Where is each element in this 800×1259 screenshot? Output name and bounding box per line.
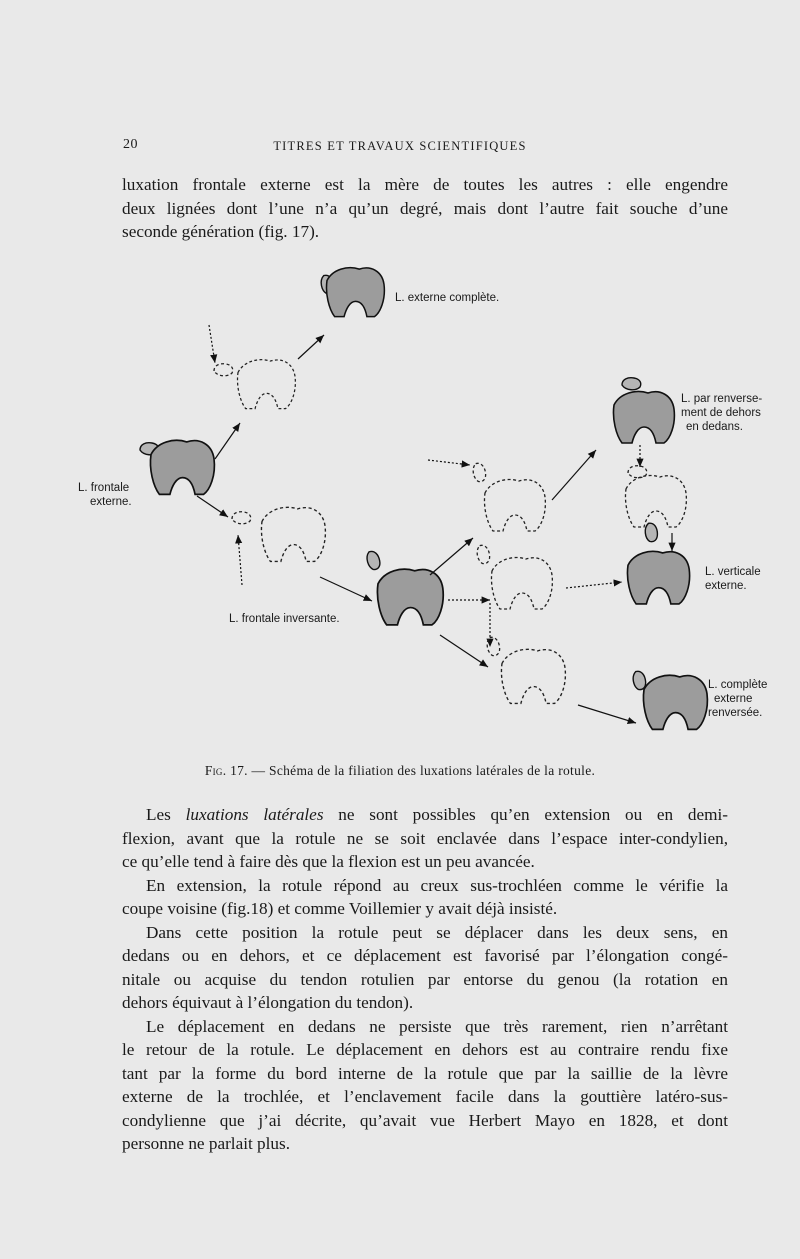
text-line: dehors équivaut à l’élongation du tendon). [122,993,414,1012]
ghost-knee-inversante [232,507,325,561]
text-line: dedans ou en dehors, et ce déplacement est favorisé par l’élongation congé- [122,946,728,965]
ghost-knee-upper [214,360,295,409]
text-fragment: Les [146,805,186,824]
paragraph-1 [122,803,728,874]
ghost-knee-mid-center [475,544,552,609]
knee-externe-complete [319,268,384,317]
label-renversement: ment de dehors [681,407,761,419]
ghost-knee-mid-bottom [485,636,565,704]
knee-renversement [613,378,674,443]
figure-17-diagram [0,255,800,755]
knee-verticale [627,522,689,604]
label-verticale: externe. [705,580,747,592]
label-renversement: L. par renverse- [681,393,763,405]
text-line: condylienne que j’ai décrite, qu’avait vue Herbert Mayo en 1828, et dont [122,1110,728,1130]
paragraph-2 [122,874,728,921]
text-line: personne ne parlait plus. [122,1134,291,1153]
text-line: Le déplacement en dedans ne persiste que très rarement, rien n’arrêtant [146,1016,728,1036]
text-line: flexion, avant que la rotule ne se soit enclavée dans l’espace inter-condylien, [122,828,728,848]
label-frontale-inversante: L. frontale inversante. [229,613,340,625]
text-line: le retour de la rotule. Le déplacement en dehors est au contraire rendu fixe [122,1040,728,1059]
paragraph-3 [122,921,728,1015]
knee-center [364,549,443,624]
text-line: deux lignées dont l’une n’a qu’un degré, mais dont l’autre fait souche d’une [122,198,728,218]
emphasis: luxations latérales [185,805,324,824]
knee-complete-renversee [631,670,707,730]
label-verticale: L. verticale [705,566,761,578]
text-fragment: ne sont possibles qu’en extension ou en demi- [323,805,728,824]
text-line: externe de la trochlée, et l’enclavement facile dans la gouttière latéro-sus- [122,1087,728,1106]
text-line: Dans cette position la rotule peut se déplacer dans les deux sens, en [146,922,728,942]
text-line: seconde génération (fig. 17). [122,222,320,241]
label-renversement: en dedans. [686,421,743,433]
caption-text: — Schéma de la filiation des luxations latérales de la rotule. [247,763,596,778]
label-frontale-externe: externe. [90,496,132,508]
text-line: ce qu’elle tend à faire dès que la flexion est un peu avancée. [122,852,535,871]
text-line: tant par la forme du bord interne de la rotule que par la saillie de la lèvre [122,1063,728,1083]
text-line: luxation frontale externe est la mère de toutes les autres : elle engendre [122,175,728,194]
text-line: nitale ou acquise du tendon rotulien par entorse du genou (la rotation en [122,969,728,989]
caption-figure-number: Fig. 17. [204,763,248,778]
body-text [122,803,728,1156]
label-complete-renversee: L. complète [708,679,768,691]
ghost-knee-right [625,466,686,527]
page-number: 20 [123,137,138,152]
paragraph-4 [122,1015,728,1156]
text-line: coupe voisine (fig.18) et comme Voillemier y avait déjà insisté. [122,899,558,918]
label-externe-complete: L. externe complète. [395,292,500,304]
ghost-knee-mid-top [471,462,545,531]
text-line [122,803,728,827]
text-line: En extension, la rotule répond au creux sus-trochléen comme le vérifie la [146,875,728,895]
label-complete-renversee: externe [714,693,753,705]
knee-frontale-externe [140,440,214,494]
intro-paragraph [122,173,728,244]
label-complete-renversee: renversée. [708,707,763,719]
label-frontale-externe: L. frontale [78,482,130,494]
figure-caption [0,763,800,779]
running-title: TITRES ET TRAVAUX SCIENTIFIQUES [273,139,527,153]
